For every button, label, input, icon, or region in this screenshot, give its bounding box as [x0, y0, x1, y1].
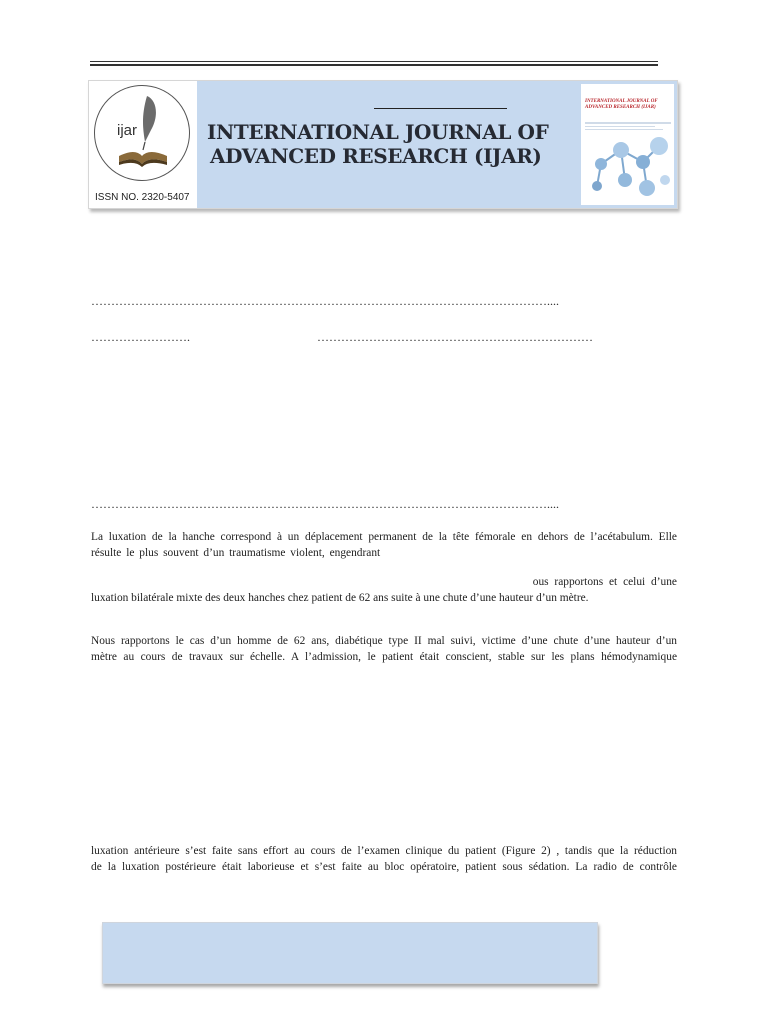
text-line: La luxation de la hanche correspond à un déplacement permanent de la tête fémorale en dehors de l’acétabulum. Elle [91, 531, 677, 543]
quill-book-icon [95, 86, 189, 180]
text-line: Nous rapportons le cas d’un homme de 62 ans, diabétique type II mal suivi, victime d’une chute d’une hauteur d’un [91, 635, 677, 647]
text-line: résulte le plus souvent d’un traumatisme violent, engendrant [91, 547, 381, 559]
text-line: ous rapportons et celui d’une [532, 576, 677, 588]
cover-title: INTERNATIONAL JOURNAL OF ADVANCED RESEARCH (IJAR) [585, 99, 658, 110]
title-rule [374, 108, 507, 109]
journal-logo [89, 81, 197, 208]
paragraph-observation [91, 633, 677, 665]
dotted-separator-2a: ……………………. [91, 330, 190, 344]
text-line: luxation bilatérale mixte des deux hanches chez patient de 62 ans suite à une chute d’une hauteur d’un mètre. [91, 592, 589, 604]
journal-title [207, 120, 567, 168]
paragraph-introduction [91, 529, 677, 561]
text-line: mètre au cours de travaux sur échelle. A l’admission, le patient était conscient, stable sur les plans hémodynamique [91, 651, 677, 663]
logo-text: ijar [117, 122, 138, 139]
logo-circle [94, 85, 190, 181]
dotted-separator-2b: …………………………………………………………… [317, 330, 593, 344]
molecule-icon [581, 84, 674, 205]
paragraph-reduction [91, 843, 677, 875]
dotted-separator-3: …………………………………………………………………………………………………….... [91, 497, 559, 511]
footer-box [102, 922, 598, 984]
dotted-separator-1: …………………………………………………………………………………………………….... [91, 294, 559, 308]
journal-banner [88, 80, 678, 209]
issn-number: ISSN NO. 2320-5407 [95, 192, 190, 203]
text-line: de la luxation postérieure était laborieuse et s’est faite au bloc opératoire, patient sous sédation. La radio de contrôle [91, 861, 677, 873]
header-rule-thin [90, 61, 658, 62]
text-line: luxation antérieure s’est faite sans effort au cours de l’examen clinique du patient (Figure 2) , tandis que la réduction [91, 845, 677, 857]
header-rule-thick [90, 64, 658, 66]
journal-cover-image [581, 84, 674, 205]
journal-title-line2: ADVANCED RESEARCH (IJAR) [210, 144, 542, 168]
journal-title-line1: INTERNATIONAL JOURNAL OF [207, 120, 549, 144]
paragraph-case-intro [91, 574, 677, 606]
